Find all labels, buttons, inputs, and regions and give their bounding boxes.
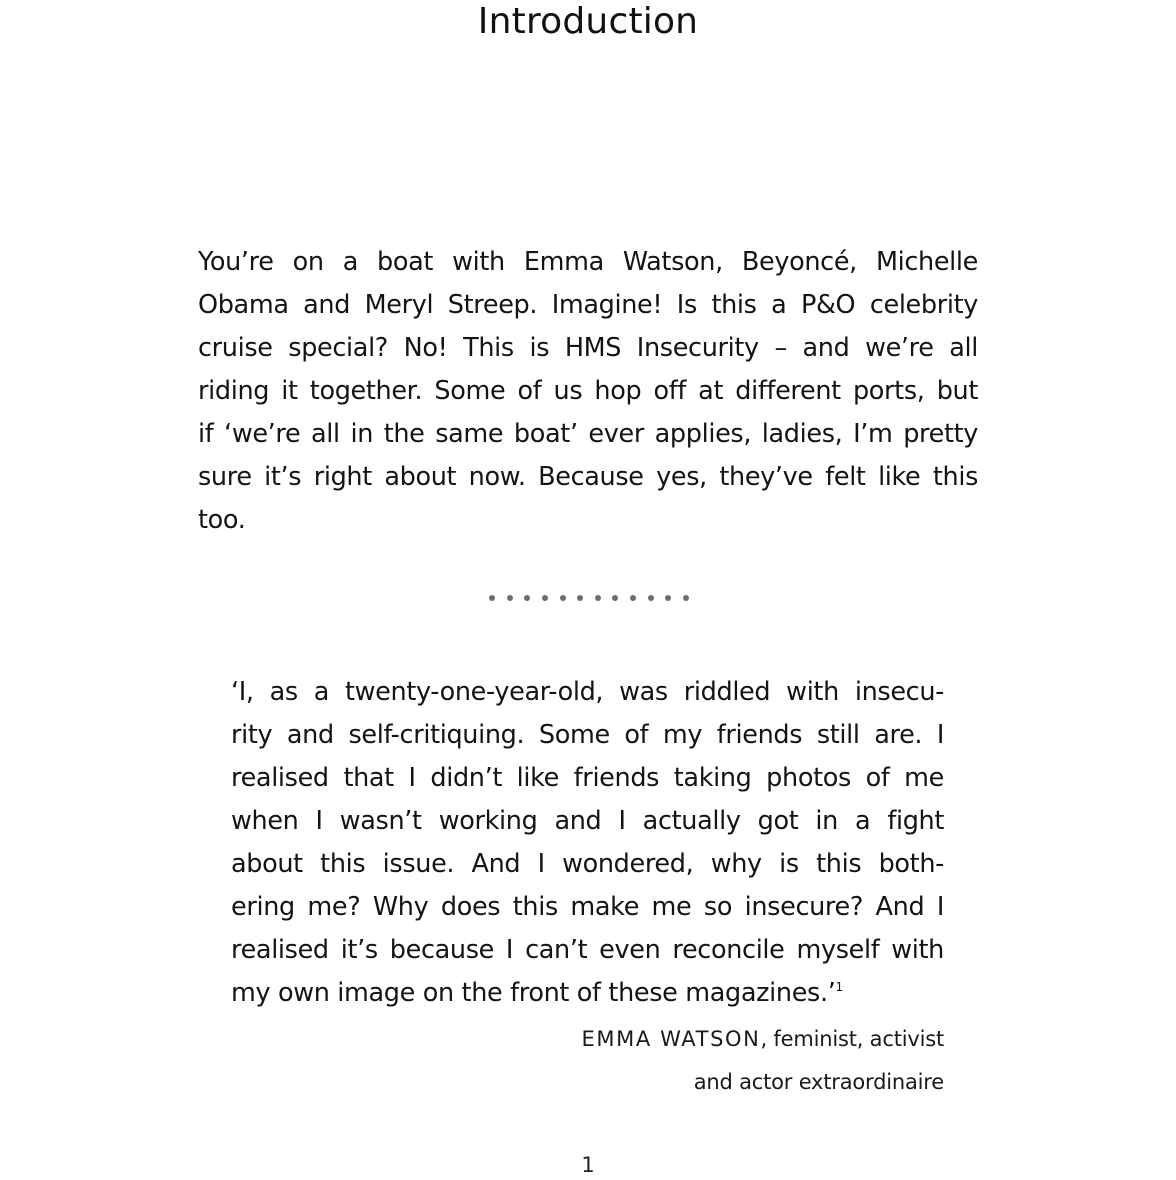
quote-line: realised that I didn’t like friends taking photos of me [231, 763, 944, 793]
intro-line: sure it’s right about now. Because yes, they’ve felt like this [198, 462, 978, 492]
intro-line: riding it together. Some of us hop off at different ports, but [198, 376, 978, 406]
quote-attribution-line1 [500, 1024, 944, 1054]
separator-dot [665, 595, 671, 601]
quote-line: about this issue. And I wondered, why is this both- [231, 849, 944, 879]
separator-dot [595, 595, 601, 601]
separator-dot [683, 595, 689, 601]
attribution-role: , feminist, activist [760, 1027, 944, 1051]
section-separator [489, 595, 689, 605]
intro-paragraph [198, 241, 978, 542]
intro-line: You’re on a boat with Emma Watson, Beyoncé, Michelle [198, 247, 978, 277]
quote-line: rity and self-critiquing. Some of my friends still are. I [231, 720, 944, 750]
separator-dot [507, 595, 513, 601]
intro-line: Obama and Meryl Streep. Imagine! Is this a P&O celebrity [198, 290, 978, 320]
quote-line: when I wasn’t working and I actually got in a fight [231, 806, 944, 836]
quote-last-line [231, 972, 944, 1015]
attribution-name: EMMA WATSON [581, 1027, 761, 1051]
separator-dot [560, 595, 566, 601]
separator-dot [630, 595, 636, 601]
quote-line-text: my own image on the front of these magazines.’ [231, 978, 836, 1008]
block-quote [231, 671, 944, 1015]
intro-line: if ‘we’re all in the same boat’ ever applies, ladies, I’m pretty [198, 419, 978, 449]
quote-line: ering me? Why does this make me so insecure? And I [231, 892, 944, 922]
separator-dot [524, 595, 530, 601]
separator-dot [542, 595, 548, 601]
separator-dot [577, 595, 583, 601]
intro-line: too. [198, 505, 246, 535]
separator-dot [612, 595, 618, 601]
separator-dot [489, 595, 495, 601]
chapter-title: Introduction [477, 1, 699, 42]
intro-line: cruise special? No! This is HMS Insecurity – and we’re all [198, 333, 978, 363]
separator-dot [648, 595, 654, 601]
footnote-marker[interactable]: 1 [835, 980, 843, 994]
quote-line: ‘I, as a twenty-one-year-old, was riddled with insecu- [231, 677, 944, 707]
page-number: 1 [581, 1153, 595, 1177]
quote-attribution-line2: and actor extraordinaire [693, 1070, 944, 1094]
quote-line: realised it’s because I can’t even reconcile myself with [231, 935, 944, 965]
